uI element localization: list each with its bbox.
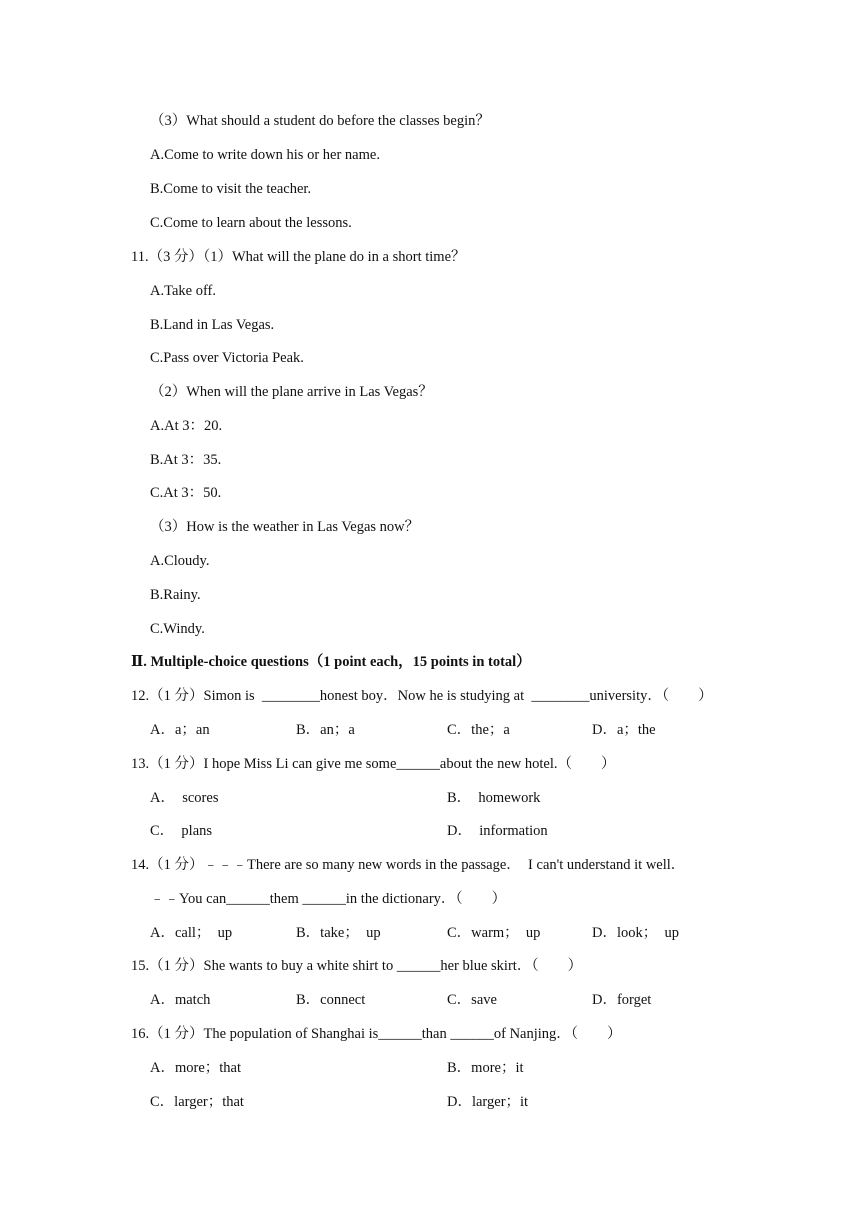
question-14-stem: 14.（1 分）﹣﹣﹣There are so many new words in the passage． I can't understand it well． xyxy=(131,857,686,873)
option-14-a: A．call； up xyxy=(150,925,233,941)
question-13-stem: 13.（1 分）I hope Miss Li can give me some______about the new hotel.（ ） xyxy=(131,756,616,772)
option-14-c: C．warm； up xyxy=(447,925,541,941)
option-11-1-b: B.Land in Las Vegas. xyxy=(150,317,275,333)
option-11-3-b: B.Rainy. xyxy=(150,587,201,603)
option-11-3-c: C.Windy. xyxy=(150,621,205,637)
option-15-b: B．connect xyxy=(296,992,366,1008)
option-11-1-c: C.Pass over Victoria Peak. xyxy=(150,350,304,366)
option-13-c: C． plans xyxy=(150,823,213,839)
option-13-b: B． homework xyxy=(447,790,541,806)
option-12-a: A．a；an xyxy=(150,722,210,738)
question-16-stem: 16.（1 分）The population of Shanghai is______than ______of Nanjing．（ ） xyxy=(131,1026,622,1042)
question-14-stem-2: ﹣﹣You can______them ______in the dictionary．（ ） xyxy=(150,891,507,907)
option-15-d: D．forget xyxy=(592,992,652,1008)
question-15-stem: 15.（1 分）She wants to buy a white shirt to ______her blue skirt．（ ） xyxy=(131,958,583,974)
option-13-a: A． scores xyxy=(150,790,219,806)
option-10-3-b: B.Come to visit the teacher. xyxy=(150,181,312,197)
option-10-3-c: C.Come to learn about the lessons. xyxy=(150,215,352,231)
question-11-part-3: （3）How is the weather in Las Vegas now？ xyxy=(150,519,420,535)
option-11-1-a: A.Take off. xyxy=(150,283,216,299)
question-12-stem: 12.（1 分）Simon is ________honest boy．Now he is studying at ________university．（ ） xyxy=(131,688,713,704)
option-11-3-a: A.Cloudy. xyxy=(150,553,210,569)
option-11-2-c: C.At 3：50. xyxy=(150,485,222,501)
option-16-c: C．larger；that xyxy=(150,1094,244,1110)
option-12-c: C．the；a xyxy=(447,722,510,738)
option-15-a: A．match xyxy=(150,992,211,1008)
option-16-b: B．more；it xyxy=(447,1060,524,1076)
question-10-part-3: （3）What should a student do before the classes begin？ xyxy=(150,113,490,129)
section-2-title: Ⅱ. Multiple-choice questions（1 point each，15 points in total） xyxy=(131,654,531,670)
option-11-2-a: A.At 3：20. xyxy=(150,418,223,434)
option-13-d: D． information xyxy=(447,823,548,839)
option-12-d: D．a；the xyxy=(592,722,656,738)
option-14-d: D．look； up xyxy=(592,925,679,941)
option-10-3-a: A.Come to write down his or her name. xyxy=(150,147,380,163)
option-14-b: B．take； up xyxy=(296,925,381,941)
question-11-part-2: （2）When will the plane arrive in Las Vegas？ xyxy=(150,384,433,400)
option-16-d: D．larger；it xyxy=(447,1094,529,1110)
question-11-stem: 11.（3 分）（1）What will the plane do in a short time？ xyxy=(131,249,466,265)
option-11-2-b: B.At 3：35. xyxy=(150,452,222,468)
option-16-a: A．more；that xyxy=(150,1060,242,1076)
option-12-b: B．an；a xyxy=(296,722,355,738)
option-15-c: C．save xyxy=(447,992,497,1008)
